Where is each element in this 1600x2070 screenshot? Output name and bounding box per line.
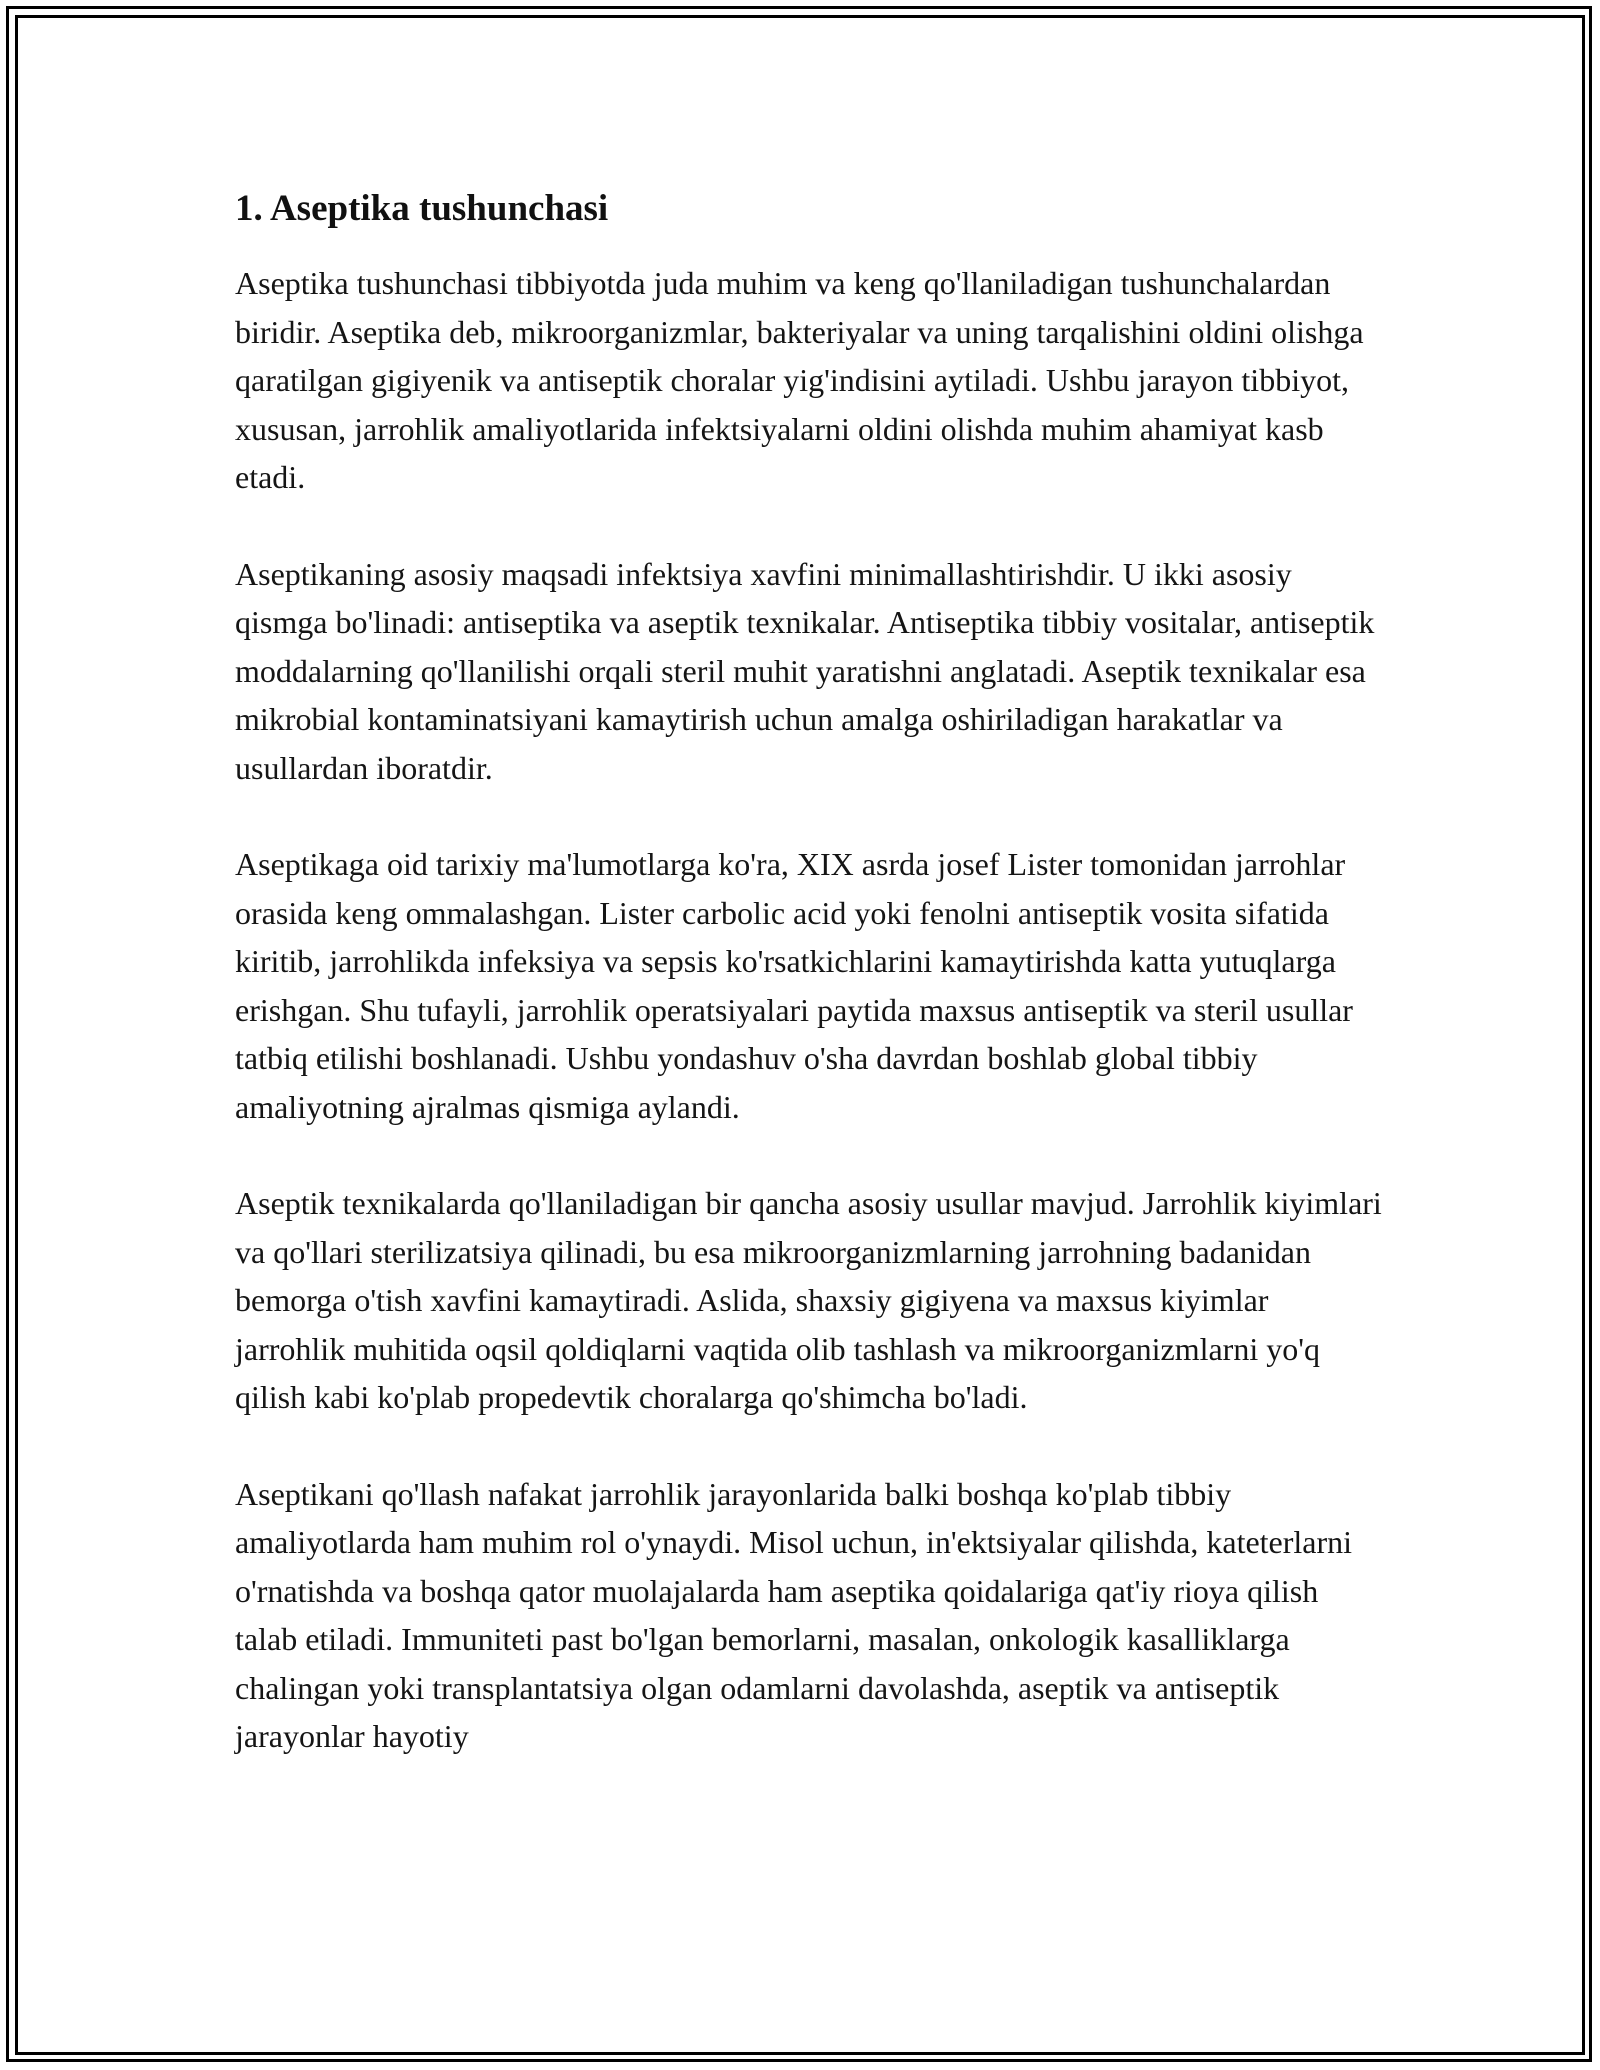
section-title: 1. Aseptika tushunchasi bbox=[235, 188, 609, 229]
paragraph-1: Aseptika tushunchasi tibbiyotda juda muhim va keng qo'llaniladigan tushunchalardan biridir. Aseptika deb, mikroorganizmlar, bakteriyalar va uning tarqalishini oldini olishga qaratilgan gigiyenik va antiseptik choralar yig'indisini aytiladi. Ushbu jarayon tibbiyot, xususan, jarrohlik amaliyotlarida infektsiyalarni oldini olishda muhim ahamiyat kasb etadi. bbox=[235, 265, 1364, 495]
paragraph-2: Aseptikaning asosiy maqsadi infektsiya xavfini minimallashtirishdir. U ikki asosiy qismga bo'linadi: antiseptika va aseptik texnikalar. Antiseptika tibbiy vositalar, antiseptik moddalarning qo'llanilishi orqali steril muhit yaratishni anglatadi. Aseptik texnikalar esa mikrobial kontaminatsiyani kamaytirish uchun amalga oshiriladigan harakatlar va usullardan iboratdir. bbox=[235, 555, 1375, 786]
paragraph-5: Aseptikani qo'llash nafakat jarrohlik jarayonlarida balki boshqa ko'plab tibbiy amaliyotlarda ham muhim rol o'ynaydi. Misol uchun, in'ektsiyalar qilishda, kateterlarni o'rnatishda va boshqa qator muolajalarda ham aseptika qoidalariga qat'iy rioya qilish talab etiladi. Immuniteti past bo'lgan bemorlarni, masalan, onkologik kasalliklarga chalingan yoki transplantatsiya olgan odamlarni davolashda, aseptik va antiseptik jarayonlar hayotiy bbox=[235, 1475, 1353, 1754]
paragraph-4: Aseptik texnikalarda qo'llaniladigan bir qancha asosiy usullar mavjud. Jarrohlik kiyimlari va qo'llari sterilizatsiya qilinadi, bu esa mikroorganizmlarning jarrohning badanidan bemorga o'tish xavfini kamaytiradi. Aslida, shaxsiy gigiyena va maxsus kiyimlar jarrohlik muhitida oqsil qoldiqlarni vaqtida olib tashlash va mikroorganizmlarni yo'q qilish kabi ko'plab propedevtik choralarga qo'shimcha bo'ladi. bbox=[235, 1185, 1382, 1415]
document-body bbox=[235, 185, 1385, 1809]
paragraph-3: Aseptikaga oid tarixiy ma'lumotlarga ko'ra, XIX asrda josef Lister tomonidan jarrohlar orasida keng ommalashgan. Lister carbolic acid yoki fenolni antiseptik vosita sifatida kiritib, jarrohlikda infeksiya va sepsis ko'rsatkichlarini kamaytirishda katta yutuqlarga erishgan. Shu tufayli, jarrohlik operatsiyalari paytida maxsus antiseptik va steril usullar tatbiq etilishi boshlanadi. Ushbu yondashuv o'sha davrdan boshlab global tibbiy amaliyotning ajralmas qismiga aylandi. bbox=[235, 846, 1353, 1125]
